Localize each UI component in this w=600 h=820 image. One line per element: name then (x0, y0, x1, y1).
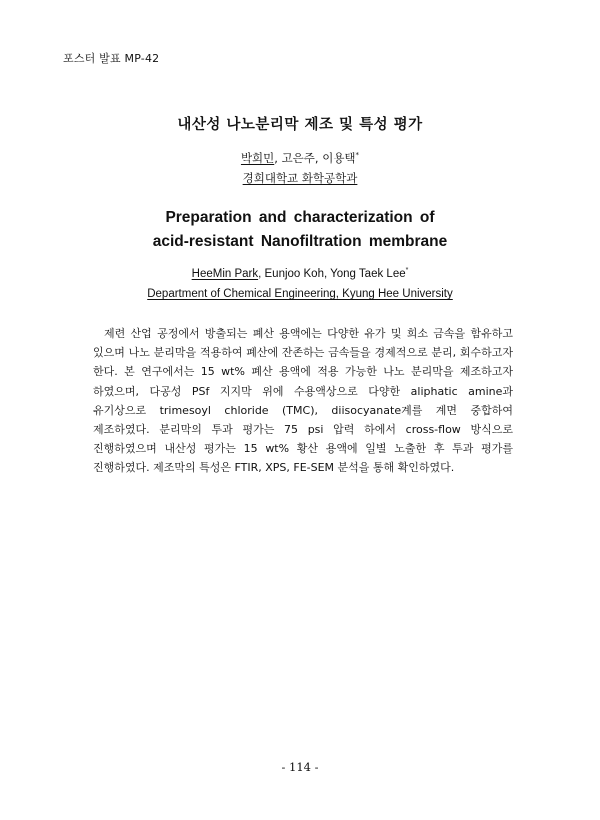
korean-corresponding-mark: * (355, 151, 360, 160)
korean-affiliation (0, 170, 600, 186)
korean-affiliation-text: 경희대학교 화학공학과 (242, 171, 358, 185)
english-affiliation: Department of Chemical Engineering, Kyung Hee University (147, 288, 453, 300)
english-presenting-author: HeeMin Park (191, 268, 259, 280)
abstract-body: 제련 산업 공정에서 방출되는 폐산 용액에는 다양한 유가 및 희소 금속을 함유하고 있으며 나노 분리막을 적용하여 폐산에 잔존하는 금속들을 경제적으로 분리, 회수하고자 한다. 본 연구에서는 15 wt% 폐산 용액에 적용 가능한 나노 분리막을 제조하고자 하였으며, 다공성 PSf 지지막 위에 수용액상으로 다양한 aliphatic amine과 유기상으로 trimesoyl chloride (TMC), diisocyanate계를 계면 중합하여 제조하였다. 분리막의 투과 평가는 75 psi 압력 하에서 cross-flow 방식으로 진행하였으며 내산성 평가는 15 wt% 황산 용액에 일별 노출한 후 투과 평가를 진행하였다. 제조막의 특성은 FTIR, XPS, FE-SEM 분석을 통해 확인하였다. (93, 327, 513, 475)
session-code: 포스터 발표 MP-42 (63, 52, 160, 65)
english-corresponding-mark: * (405, 267, 409, 275)
english-title-line-2: acid-resistant Nanofiltration membrane (152, 233, 448, 250)
korean-authors (0, 150, 600, 166)
english-title (0, 206, 600, 254)
english-coauthors: , Eunjoo Koh, Yong Taek Lee (258, 268, 406, 280)
english-authors (0, 268, 600, 280)
korean-coauthors: , 고은주, 이용택 (274, 151, 356, 165)
english-title-line-1: Preparation and characterization of (165, 209, 435, 226)
page-number: - 114 - (281, 760, 319, 774)
korean-title: 내산성 나노분리막 제조 및 특성 평가 (177, 117, 423, 133)
korean-presenting-author: 박희민 (240, 151, 275, 165)
